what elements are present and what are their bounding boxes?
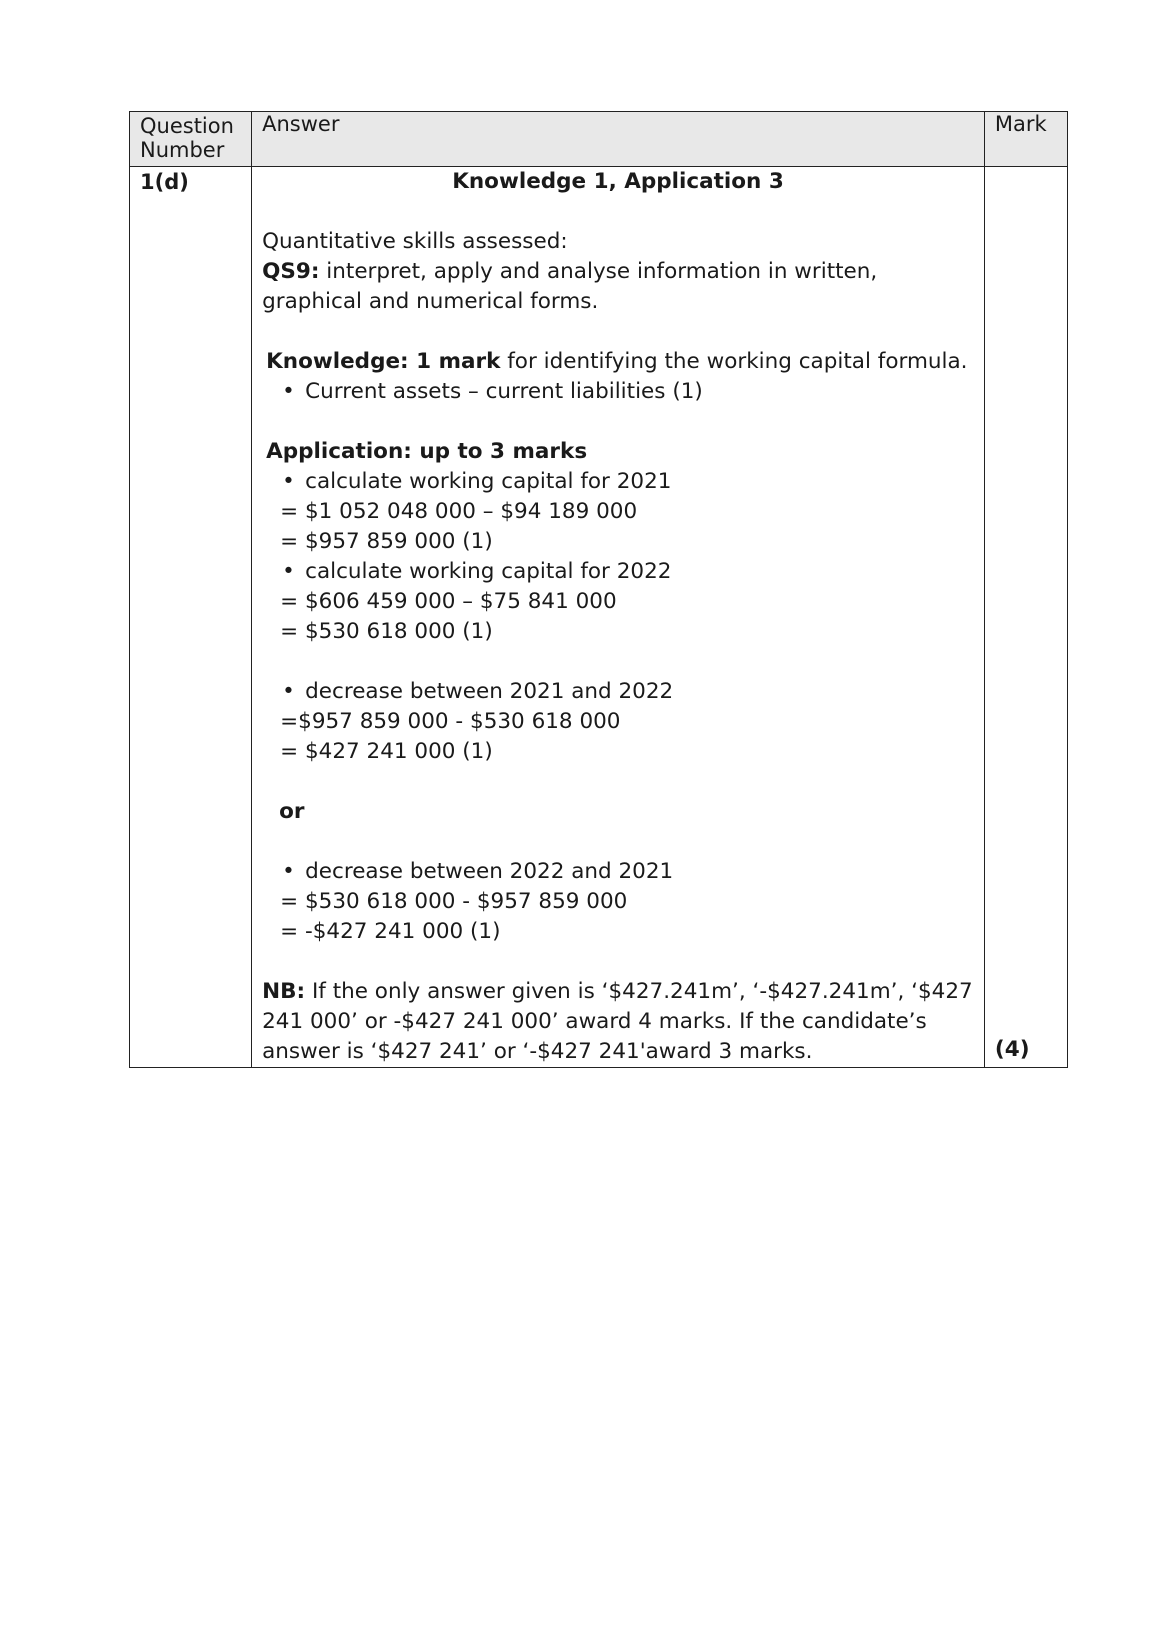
application-calc-4b: = -$427 241 000 (1) (280, 919, 501, 944)
application-heading: Application: up to 3 marks (266, 439, 588, 464)
table-row (130, 167, 1068, 1068)
qs-text: interpret, apply and analyse information in written, graphical and numerical forms. (262, 259, 878, 314)
nb-text: If the only answer given is ‘$427.241m’, ‘-$427.241m’, ‘$427 241 000’ or -$427 241 000’ award 4 marks. If the candidate’s answer is ‘$427 241’ or ‘-$427 241'award 3 marks. (262, 979, 973, 1064)
mark-cell (984, 167, 1067, 1068)
knowledge-text: for identifying the working capital formula. (500, 349, 968, 374)
knowledge-bullet: • Current assets – current liabilities (1) (262, 377, 974, 407)
question-number: 1(d) (130, 167, 252, 1068)
or-label: or (279, 799, 305, 824)
nb-paragraph (262, 977, 974, 1067)
nb-label: NB: (262, 979, 306, 1004)
application-calc-2a: = $606 459 000 – $75 841 000 (280, 589, 617, 614)
mark-scheme-table (129, 111, 1068, 1068)
application-bullet-3: • decrease between 2021 and 2022 (282, 679, 674, 704)
qs-intro: Quantitative skills assessed: (262, 229, 568, 254)
table-header-row (130, 112, 1068, 167)
application-calc-3b: = $427 241 000 (1) (280, 739, 493, 764)
knowledge-bullet-text: Current assets – current liabilities (1) (305, 379, 703, 404)
application-calc-4a: = $530 618 000 - $957 859 000 (280, 889, 628, 914)
application-bullet-2: • calculate working capital for 2022 (282, 559, 672, 584)
knowledge-label: Knowledge: 1 mark (266, 349, 501, 374)
application-bullet-1: • calculate working capital for 2021 (282, 469, 672, 494)
application-calc-3a: =$957 859 000 - $530 618 000 (280, 709, 621, 734)
answer-heading: Knowledge 1, Application 3 (452, 169, 784, 194)
application-bullet-4: • decrease between 2022 and 2021 (282, 859, 674, 884)
qs-paragraph (262, 257, 974, 317)
qs-label: QS9: (262, 259, 320, 284)
knowledge-paragraph (262, 347, 974, 377)
application-calc-2b: = $530 618 000 (1) (280, 619, 493, 644)
answer-cell (252, 167, 985, 1068)
header-answer: Answer (252, 112, 985, 167)
mark-value: (4) (994, 1037, 1030, 1062)
header-question-number: Question Number (130, 112, 252, 167)
application-calc-1a: = $1 052 048 000 – $94 189 000 (280, 499, 638, 524)
header-mark: Mark (984, 112, 1067, 167)
application-calc-1b: = $957 859 000 (1) (280, 529, 493, 554)
